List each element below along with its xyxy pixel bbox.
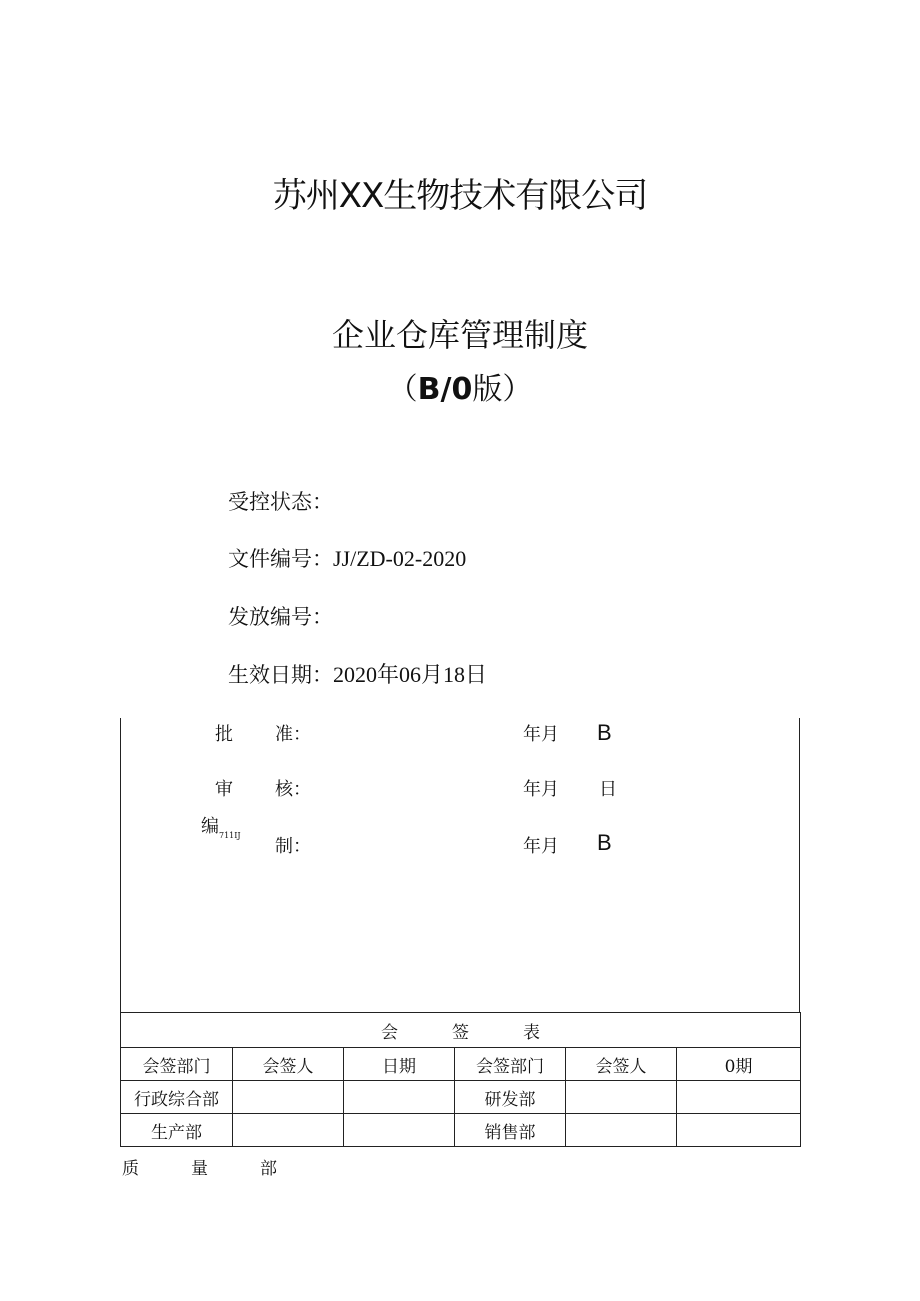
file-number (228, 543, 466, 573)
countersign-title-char: 签 (452, 1022, 470, 1043)
prepare-yearmonth: 年月 (523, 836, 559, 857)
dept-cell: 销售部 (455, 1114, 566, 1147)
dept-cell: 生产部 (121, 1114, 233, 1147)
countersign-title-char: 会 (381, 1022, 399, 1043)
header-cell: 会签人 (566, 1048, 677, 1081)
approve-day: B (597, 720, 612, 745)
company-name: 苏州XX生物技术有限公司 (272, 176, 648, 216)
quality-dept-char: 质 (122, 1159, 139, 1179)
countersign-title-char: 表 (523, 1022, 541, 1043)
countersign-title (121, 1013, 801, 1048)
header-cell: 会签部门 (121, 1048, 233, 1081)
issue-number-label: 发放编号： (228, 605, 333, 629)
review-yearmonth: 年月 (523, 779, 559, 800)
table-row (121, 1114, 801, 1147)
version-close: ） (502, 372, 533, 407)
countersign-header-row (121, 1048, 801, 1081)
signer-cell (233, 1114, 344, 1147)
version-code: B/0 (417, 372, 473, 407)
control-status-label: 受控状态： (228, 490, 333, 514)
issue-number (228, 601, 333, 631)
control-status (228, 486, 333, 516)
prepare-label-char: 编 (201, 816, 219, 837)
approval-box (120, 718, 800, 1012)
effective-date (228, 658, 487, 689)
date-cell (677, 1081, 801, 1114)
effective-date-value: 2020年06月18日 (333, 662, 488, 687)
signer-cell (233, 1081, 344, 1114)
table-row (121, 1081, 801, 1114)
document-title: 企业仓库管理制度 (331, 316, 588, 354)
approve-label-a: 批 (215, 724, 233, 745)
date-cell (344, 1114, 455, 1147)
dept-cell: 行政综合部 (121, 1081, 233, 1114)
countersign-title-row (121, 1013, 801, 1048)
approve-yearmonth: 年月 (523, 724, 559, 745)
date-cell (677, 1114, 801, 1147)
review-day: 日 (599, 779, 617, 800)
signer-cell (566, 1081, 677, 1114)
version-open: （ (387, 372, 418, 407)
approve-label-b: 准： (275, 724, 311, 745)
dept-cell: 研发部 (455, 1081, 566, 1114)
date-cell (344, 1081, 455, 1114)
header-cell: 0期 (677, 1048, 801, 1081)
prepare-noise: 711IJ (219, 831, 241, 840)
file-number-value: JJ/ZD-02-2020 (333, 546, 467, 571)
review-label-b: 核： (275, 779, 311, 800)
version-suffix: 版 (472, 372, 503, 407)
effective-date-label: 生效日期： (228, 663, 333, 687)
header-cell: 会签部门 (455, 1048, 566, 1081)
quality-dept-char: 部 (260, 1159, 277, 1179)
prepare-label-a (201, 812, 241, 840)
header-cell: 会签人 (233, 1048, 344, 1081)
quality-dept-label (122, 1154, 277, 1179)
countersign-table (120, 1012, 801, 1147)
quality-dept-char: 量 (191, 1159, 208, 1179)
header-cell: 日期 (344, 1048, 455, 1081)
review-label-a: 审 (215, 779, 233, 800)
file-number-label: 文件编号： (228, 547, 333, 571)
version-label (0, 364, 920, 408)
signer-cell (566, 1114, 677, 1147)
prepare-label-b: 制： (275, 836, 311, 857)
prepare-day: B (597, 830, 612, 855)
